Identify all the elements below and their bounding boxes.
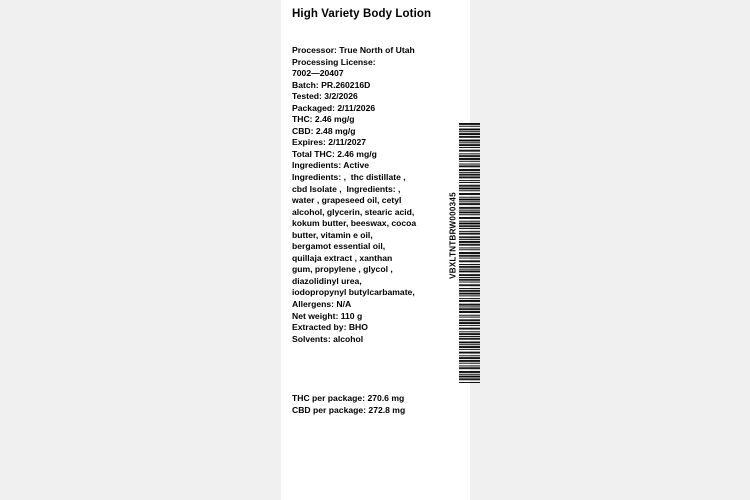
- label-line: Expires: 2/11/2027: [292, 137, 367, 148]
- label-line: water , grapeseed oil, cetyl: [292, 195, 402, 206]
- label-line: CBD per package: 272.8 mg: [292, 404, 406, 415]
- label-line: Batch: PR.260216D: [292, 79, 371, 90]
- label-line: kokum butter, beeswax, cocoa: [292, 218, 417, 229]
- label-line: CBD: 2.48 mg/g: [292, 125, 356, 136]
- label-line: alcohol, glycerin, stearic acid,: [292, 206, 415, 217]
- label-line: Tested: 3/2/2026: [292, 91, 358, 102]
- label-line: butter, vitamin e oil,: [292, 229, 373, 240]
- label-line: quillaja extract , xanthan: [292, 252, 393, 263]
- label-line: diazolidinyl urea,: [292, 275, 362, 286]
- barcode-value: VBXLTNTBRW000345: [448, 192, 458, 279]
- label-line: THC per package: 270.6 mg: [292, 393, 405, 403]
- label-line: Processor: True North of Utah: [292, 45, 415, 55]
- label-line: gum, propylene , glycol ,: [292, 264, 393, 275]
- barcode: [438, 123, 472, 383]
- label-line: Net weight: 110 g: [292, 310, 363, 321]
- label-line: 7002—20407: [292, 68, 344, 79]
- label-line: bergamot essential oil,: [292, 241, 386, 252]
- label-info-block: [292, 45, 432, 345]
- label-line: Solvents: alcohol: [292, 333, 364, 344]
- label-line: Total THC: 2.46 mg/g: [292, 148, 377, 159]
- label-footer-block: [292, 393, 442, 416]
- barcode-bars: [459, 123, 480, 383]
- label-line: Processing License:: [292, 56, 376, 67]
- label-line: Extracted by: BHO: [292, 322, 368, 333]
- label-line: cbd Isolate , Ingredients: ,: [292, 183, 401, 194]
- label-line: Ingredients: , thc distillate ,: [292, 172, 406, 183]
- product-label-sheet: [281, 0, 470, 500]
- label-line: Ingredients: Active: [292, 160, 370, 171]
- label-line: Allergens: N/A: [292, 299, 352, 310]
- page-title: High Variety Body Lotion: [292, 8, 432, 20]
- label-line: THC: 2.46 mg/g: [292, 114, 355, 125]
- label-line: iodopropynyl butylcarbamate,: [292, 287, 415, 298]
- label-line: Packaged: 2/11/2026: [292, 102, 376, 113]
